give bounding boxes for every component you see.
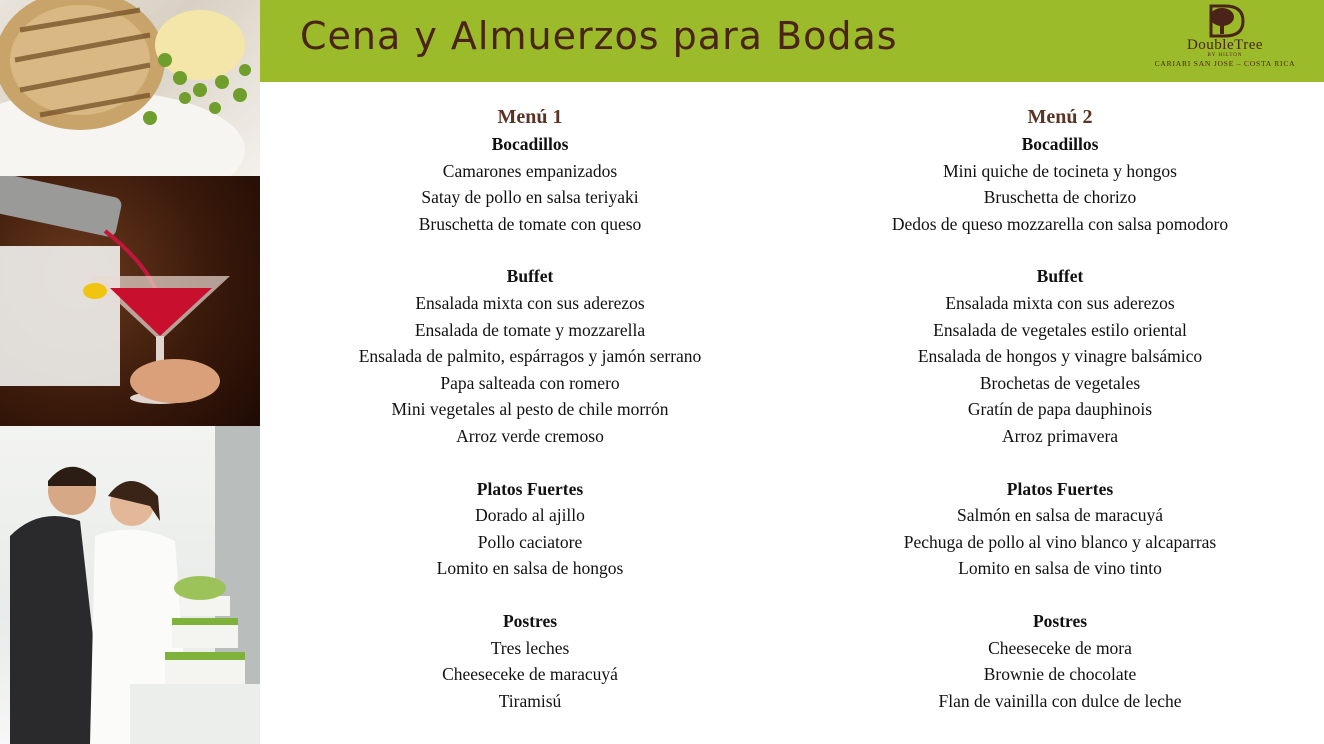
menu-item: Flan de vainilla con dulce de leche (938, 690, 1182, 711)
menu-item: Mini vegetales al pesto de chile morrón (391, 399, 669, 420)
section-title: Bocadillos (491, 134, 569, 154)
menu-item: Brownie de chocolate (983, 664, 1137, 685)
menu-item: Cheeseceke de mora (988, 637, 1132, 658)
menu-item: Papa salteada con romero (440, 372, 620, 393)
section-platos-fuertes (830, 476, 1290, 582)
menu-1 (300, 104, 760, 714)
section-title: Platos Fuertes (1006, 478, 1114, 499)
section-title: Postres (1032, 610, 1088, 631)
menu-item: Ensalada de tomate y mozzarella (414, 319, 646, 340)
menu-item: Pollo caciatore (477, 531, 583, 552)
menu-item: Ensalada de hongos y vinagre balsámico (917, 346, 1203, 367)
menu-item: Mini quiche de tocineta y hongos (943, 160, 1177, 181)
menu-title: Menú 2 (1027, 106, 1093, 128)
section-title: Bocadillos (1021, 134, 1099, 154)
menu-item: Bruschetta de tomate con queso (418, 213, 642, 234)
menu-item: Arroz verde cremoso (456, 425, 604, 446)
menu-item: Satay de pollo en salsa teriyaki (421, 187, 639, 208)
menu-item: Ensalada mixta con sus aderezos (945, 292, 1175, 313)
section-bocadillos (830, 131, 1290, 237)
section-platos-fuertes (300, 476, 760, 582)
menu-item: Salmón en salsa de maracuyá (956, 505, 1164, 526)
section-title: Buffet (506, 266, 554, 287)
menu-item: Gratín de papa dauphinois (967, 399, 1153, 420)
cocktail-pour-photo (0, 176, 260, 426)
menu-item: Ensalada de vegetales estilo oriental (933, 319, 1187, 340)
menu-item: Lomito en salsa de hongos (436, 558, 624, 579)
logo-sub: BY HILTON (1207, 53, 1243, 58)
menu-item: Pechuga de pollo al vino blanco y alcaparras (903, 531, 1217, 552)
section-buffet (830, 263, 1290, 449)
logo-location: CARIARI SAN JOSE – COSTA RICA (1154, 59, 1296, 68)
header-band (260, 0, 1324, 82)
menu-item: Dorado al ajillo (475, 505, 585, 526)
menu-item: Dedos de queso mozzarella con salsa pomodoro (891, 213, 1229, 234)
photo-strip (0, 0, 260, 744)
menu-item: Tiramisú (498, 690, 562, 711)
menu-item: Bruschetta de chorizo (983, 187, 1137, 208)
menu-title: Menú 1 (497, 106, 563, 128)
menu-item: Tres leches (490, 637, 570, 658)
section-postres (300, 608, 760, 714)
menu-2 (830, 104, 1290, 714)
section-bocadillos (300, 131, 760, 237)
menu-item: Brochetas de vegetales (979, 372, 1141, 393)
tree-icon (1205, 4, 1245, 38)
wedding-couple-cake-photo (0, 426, 260, 744)
menu-item: Camarones empanizados (442, 160, 618, 181)
menu-item: Lomito en salsa de vino tinto (958, 558, 1162, 579)
section-title: Platos Fuertes (476, 478, 584, 499)
menu-item: Ensalada de palmito, espárragos y jamón serrano (358, 346, 702, 367)
page-title: Cena y Almuerzos para Bodas (300, 14, 898, 58)
doubletree-logo (1136, 4, 1314, 78)
grilled-chicken-plate-photo (0, 0, 260, 176)
section-buffet (300, 263, 760, 449)
menu-item: Arroz primavera (1001, 425, 1119, 446)
section-postres (830, 608, 1290, 714)
section-title: Buffet (1036, 266, 1084, 287)
logo-brand: DoubleTree (1186, 37, 1264, 53)
menu-item: Ensalada mixta con sus aderezos (415, 292, 645, 313)
section-title: Postres (502, 610, 558, 631)
menu-item: Cheeseceke de maracuyá (442, 664, 618, 685)
